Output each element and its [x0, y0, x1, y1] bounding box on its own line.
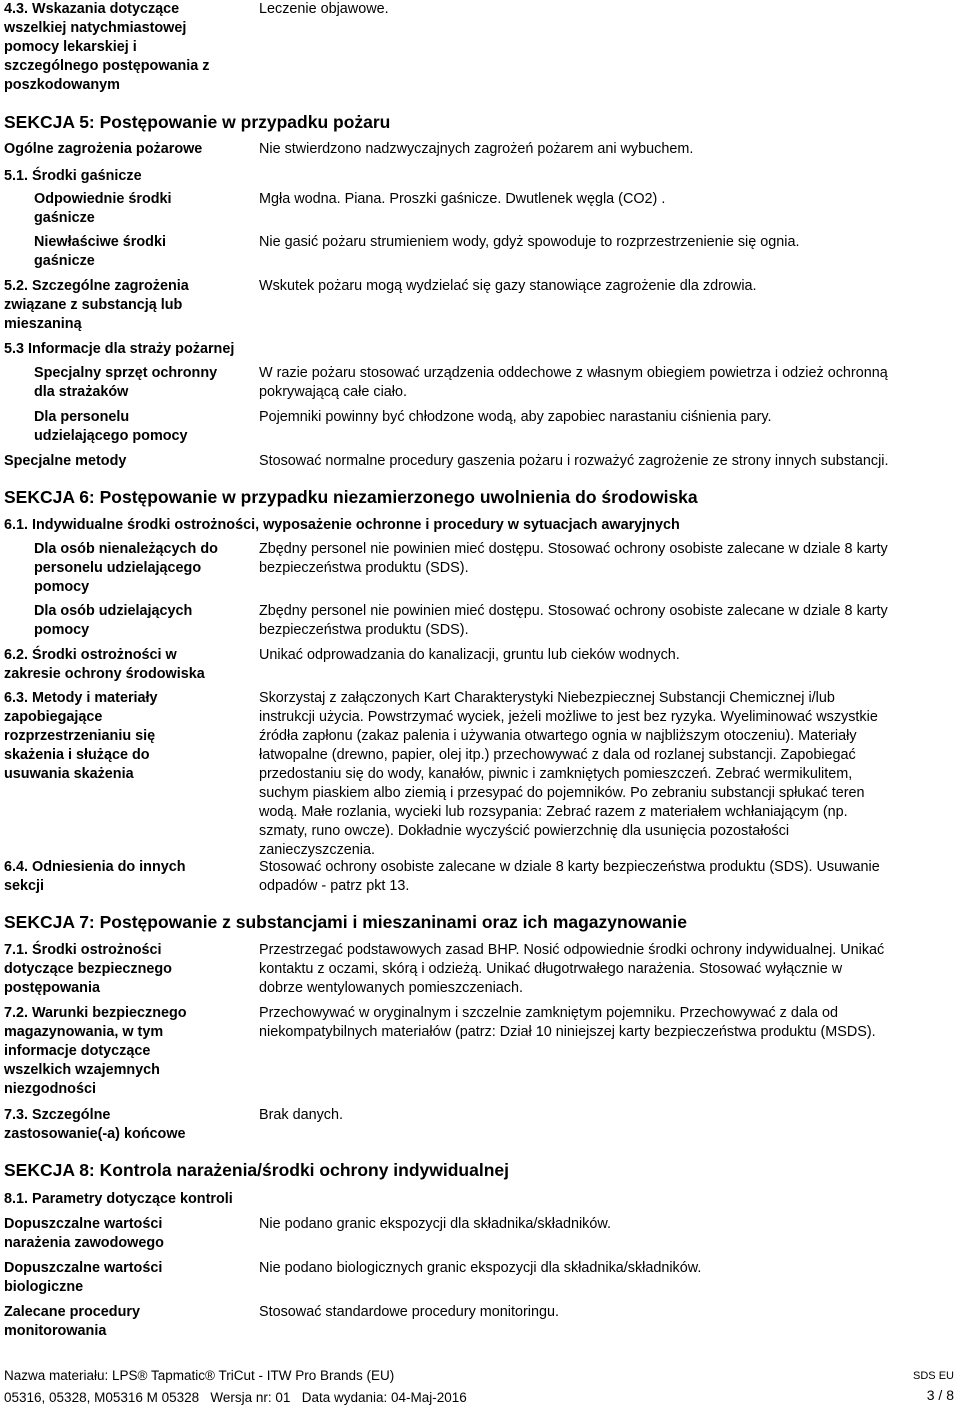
- special-methods-label: Specjalne metody: [4, 453, 127, 469]
- unsuitable-media-value: Nie gasić pożaru strumieniem wody, gdyż spowoduje to rozprzestrzenienie się ognia.: [259, 234, 800, 250]
- storage-conditions-value: Przechowywać w oryginalnym i szczelnie zamkniętym pojemniku. Przechowywać z dala od niekompatybilnych materiałów (patrz: Dział 10 niniejszej karty bezpieczeństwa produktu (MSDS).: [259, 1005, 876, 1040]
- end-use-label: 7.3. Szczególne zastosowanie(-a) końcowe: [4, 1107, 186, 1142]
- environmental-precautions-value: Unikać odprowadzania do kanalizacji, gruntu lub cieków wodnych.: [259, 647, 680, 663]
- unsuitable-media-label: Niewłaściwe środki gaśnicze: [34, 234, 166, 269]
- suitable-media-value: Mgła wodna. Piana. Proszki gaśnicze. Dwutlenek węgla (CO2) .: [259, 191, 666, 207]
- firefighters-heading: 5.3 Informacje dla straży pożarnej: [4, 341, 235, 357]
- personnel-label: Dla personelu udzielającego pomocy: [34, 409, 188, 444]
- special-methods-value: Stosować normalne procedury gaszenia pożaru i rozważyć zagrożenie ze strony innych substancji.: [259, 453, 889, 469]
- suitable-media-label: Odpowiednie środki gaśnicze: [34, 191, 172, 226]
- special-hazards-value: Wskutek pożaru mogą wydzielać się gazy stanowiące zagrożenie dla zdrowia.: [259, 278, 757, 294]
- containment-methods-value: Skorzystaj z załączonych Kart Charakterystyki Niebezpiecznej Substancji Chemicznej i/lub instrukcji użycia. Powstrzymać wyciek, jeżeli możliwe to jest bez ryzyka. Wyeliminować wszystkie źródła zapłonu (zakaz palenia i używania otwartego ognia w najbliższym otoczeniu). Materiały łatwopalne (drewno, papier, olej itp.) przechowywać z dala od rozlanej substancji. Zapobiegać przedostaniu się do wody, kanałów, piwnic i zamkniętych pomieszczeń. Zebrać wermikulitem, suchym piaskiem albo ziemią i przesypać do pojemników. Po zebraniu substancji spłukać teren wodą. Małe rozlania, wycieki lub rozsypania: Zebrać razem z materiałem wchłaniającym (np. szmaty, runo owcze). Dokładnie wyczyścić powierzchnię dla usunięcia pozostałości zanieczyszczenia.: [259, 690, 878, 858]
- section-6-1-heading: 6.1. Indywidualne środki ostrożności, wyposażenie ochronne i procedury w sytuacjach awaryjnych: [4, 517, 680, 533]
- occupational-limits-label: Dopuszczalne wartości narażenia zawodowego: [4, 1216, 164, 1251]
- containment-methods-label: 6.3. Metody i materiały zapobiegające rozprzestrzenianiu się skażenia i służące do usuwania skażenia: [4, 690, 158, 782]
- general-fire-hazards-label: Ogólne zagrożenia pożarowe: [4, 141, 203, 157]
- section-8-1-heading: 8.1. Parametry dotyczące kontroli: [4, 1191, 233, 1207]
- reference-sections-label: 6.4. Odniesienia do innych sekcji: [4, 859, 186, 894]
- extinguishing-media-heading: 5.1. Środki gaśnicze: [4, 168, 142, 184]
- section-6-heading: SEKCJA 6: Postępowanie w przypadku niezamierzonego uwolnienia do środowiska: [4, 487, 698, 507]
- general-fire-hazards-value: Nie stwierdzono nadzwyczajnych zagrożeń pożarem ani wybuchem.: [259, 141, 694, 157]
- emergency-responders-value: Zbędny personel nie powinien mieć dostępu. Stosować ochrony osobiste zalecane w dziale 8 karty bezpieczeństwa produktu (SDS).: [259, 603, 888, 638]
- section-5-heading: SEKCJA 5: Postępowanie w przypadku pożaru: [4, 112, 391, 132]
- end-use-value: Brak danych.: [259, 1107, 343, 1123]
- footer-codes-version: 05316, 05328, M05316 M 05328 Wersja nr: 01 Data wydania: 04-Maj-2016: [4, 1390, 467, 1405]
- footer-page-number: 3 / 8: [926, 1387, 954, 1403]
- special-hazards-label: 5.2. Szczególne zagrożenia związane z substancją lub mieszaniną: [4, 278, 189, 332]
- personnel-value: Pojemniki powinny być chłodzone wodą, aby zapobiec narastaniu ciśnienia pary.: [259, 409, 772, 425]
- emergency-responders-label: Dla osób udzielających pomocy: [34, 603, 193, 638]
- biological-limits-label: Dopuszczalne wartości biologiczne: [4, 1260, 163, 1295]
- equipment-label: Specjalny sprzęt ochronny dla strażaków: [34, 365, 218, 400]
- safe-handling-value: Przestrzegać podstawowych zasad BHP. Nosić odpowiednie środki ochrony indywidualnej. Unikać kontaktu z oczami, skórą i odzieżą. Unikać długotrwałego narażenia. Stosować wyłącznie w dobrze wentylowanych pomieszczeniach.: [259, 942, 885, 996]
- biological-limits-value: Nie podano biologicznych granic ekspozycji dla składnika/składników.: [259, 1260, 702, 1276]
- section-8-heading: SEKCJA 8: Kontrola narażenia/środki ochrony indywidualnej: [4, 1160, 510, 1180]
- reference-sections-value: Stosować ochrony osobiste zalecane w dziale 8 karty bezpieczeństwa produktu (SDS). Usuwanie odpadów - patrz pkt 13.: [259, 859, 880, 894]
- footer-sds-label: SDS EU: [913, 1370, 954, 1382]
- monitoring-procedures-label: Zalecane procedury monitorowania: [4, 1304, 140, 1339]
- equipment-value: W razie pożaru stosować urządzenia oddechowe z własnym obiegiem powietrza i odzież ochronną pokrywającą całe ciało.: [259, 365, 888, 400]
- safe-handling-label: 7.1. Środki ostrożności dotyczące bezpiecznego postępowania: [4, 942, 172, 996]
- storage-conditions-label: 7.2. Warunki bezpiecznego magazynowania, w tym informacje dotyczące wszelkich wzajemnych niezgodności: [4, 1005, 187, 1097]
- item-4-3-label: 4.3. Wskazania dotyczące wszelkiej natychmiastowej pomocy lekarskiej i szczególnego postępowania z poszkodowanym: [4, 1, 210, 93]
- section-7-heading: SEKCJA 7: Postępowanie z substancjami i mieszaninami oraz ich magazynowanie: [4, 912, 688, 932]
- non-emergency-value: Zbędny personel nie powinien mieć dostępu. Stosować ochrony osobiste zalecane w dziale 8 karty bezpieczeństwa produktu (SDS).: [259, 541, 888, 576]
- occupational-limits-value: Nie podano granic ekspozycji dla składnika/składników.: [259, 1216, 611, 1232]
- non-emergency-label: Dla osób nienależących do personelu udzielającego pomocy: [34, 541, 218, 595]
- item-4-3-value: Leczenie objawowe.: [259, 1, 389, 17]
- footer-material-name: Nazwa materiału: LPS® Tapmatic® TriCut - ITW Pro Brands (EU): [4, 1368, 395, 1383]
- monitoring-procedures-value: Stosować standardowe procedury monitoringu.: [259, 1304, 559, 1320]
- environmental-precautions-label: 6.2. Środki ostrożności w zakresie ochrony środowiska: [4, 647, 205, 682]
